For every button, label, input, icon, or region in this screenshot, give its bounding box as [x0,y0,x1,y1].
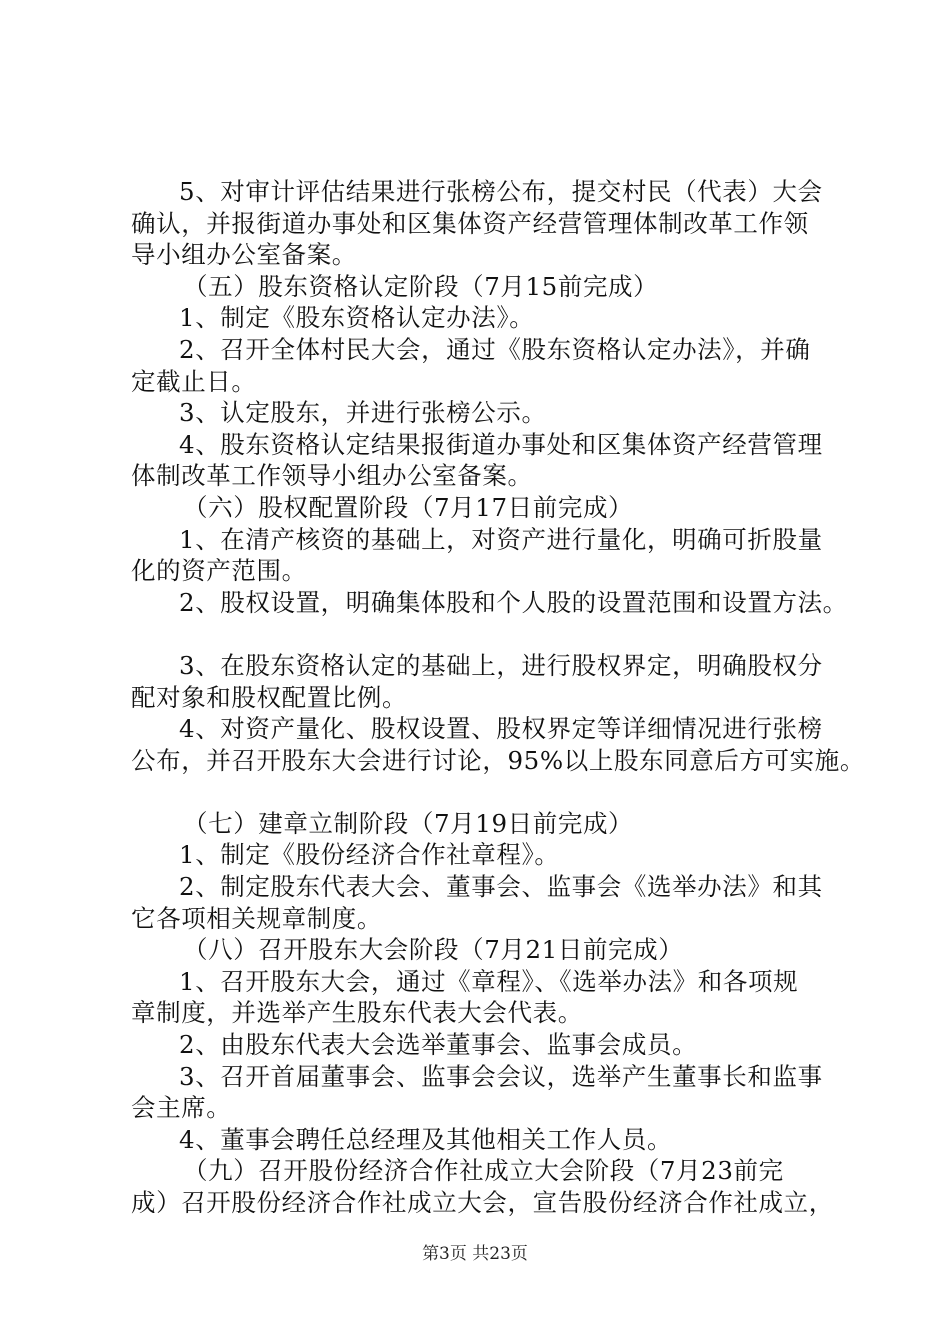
paragraph-line: 1、制定《股份经济合作社章程》。 [179,840,560,870]
paragraph-line: 2、股权设置，明确集体股和个人股的设置范围和设置方法。 [179,587,848,617]
paragraph-line: 会主席。 [131,1093,232,1123]
paragraph-line: 导小组办公室备案。 [131,240,357,270]
paragraph-line: 2、制定股东代表大会、董事会、监事会《选举办法》和其 [179,872,823,902]
paragraph-line: 配对象和股权配置比例。 [131,682,408,712]
paragraph-line: 定截止日。 [131,366,257,396]
paragraph-line: 1、制定《股东资格认定办法》。 [179,303,535,333]
paragraph-line: 化的资产范围。 [131,556,307,586]
paragraph-line: 确认，并报街道办事处和区集体资产经营管理体制改革工作领 [131,208,809,238]
paragraph-line: 2、由股东代表大会选举董事会、监事会成员。 [179,1030,698,1060]
section-heading: （八）召开股东大会阶段（7月21日前完成） [183,935,684,965]
blank-line [131,776,843,808]
paragraph-line: 1、召开股东大会，通过《章程》、《选举办法》和各项规 [179,966,799,996]
paragraph-line: 它各项相关规章制度。 [131,903,382,933]
paragraph-line: 章制度，并选举产生股东代表大会代表。 [131,998,583,1028]
paragraph-line: 5、对审计评估结果进行张榜公布，提交村民（代表）大会 [179,177,823,206]
section-heading: （九）召开股份经济合作社成立大会阶段（7月23前完 [183,1156,784,1186]
paragraph-line: 1、在清产核资的基础上，对资产进行量化，明确可折股量 [179,524,823,554]
blank-line [131,618,843,650]
paragraph-line: 3、召开首届董事会、监事会会议，选举产生董事长和监事 [179,1061,823,1091]
paragraph-line: 4、股东资格认定结果报街道办事处和区集体资产经营管理 [179,429,823,459]
paragraph-line: 体制改革工作领导小组办公室备案。 [131,461,533,491]
paragraph-line: 成）召开股份经济合作社成立大会，宣告股份经济合作社成立， [131,1188,834,1217]
paragraph-line: 3、在股东资格认定的基础上，进行股权界定，明确股权分 [179,650,823,680]
section-heading: （六）股权配置阶段（7月17日前完成） [183,492,634,522]
paragraph-line: 3、认定股东，并进行张榜公示。 [179,398,547,428]
paragraph-line: 2、召开全体村民大会，通过《股东资格认定办法》，并确 [179,334,811,364]
page-number: 第3页 共23页 [422,1244,528,1264]
paragraph-line: 公布，并召开股东大会进行讨论，95%以上股东同意后方可实施。 [131,745,865,775]
document-body [131,176,865,1219]
paragraph-line: 4、董事会聘任总经理及其他相关工作人员。 [179,1124,673,1154]
section-heading: （五）股东资格认定阶段（7月15前完成） [183,271,659,301]
section-heading: （七）建章立制阶段（7月19日前完成） [183,808,634,838]
paragraph-line: 4、对资产量化、股权设置、股权界定等详细情况进行张榜 [179,714,823,744]
